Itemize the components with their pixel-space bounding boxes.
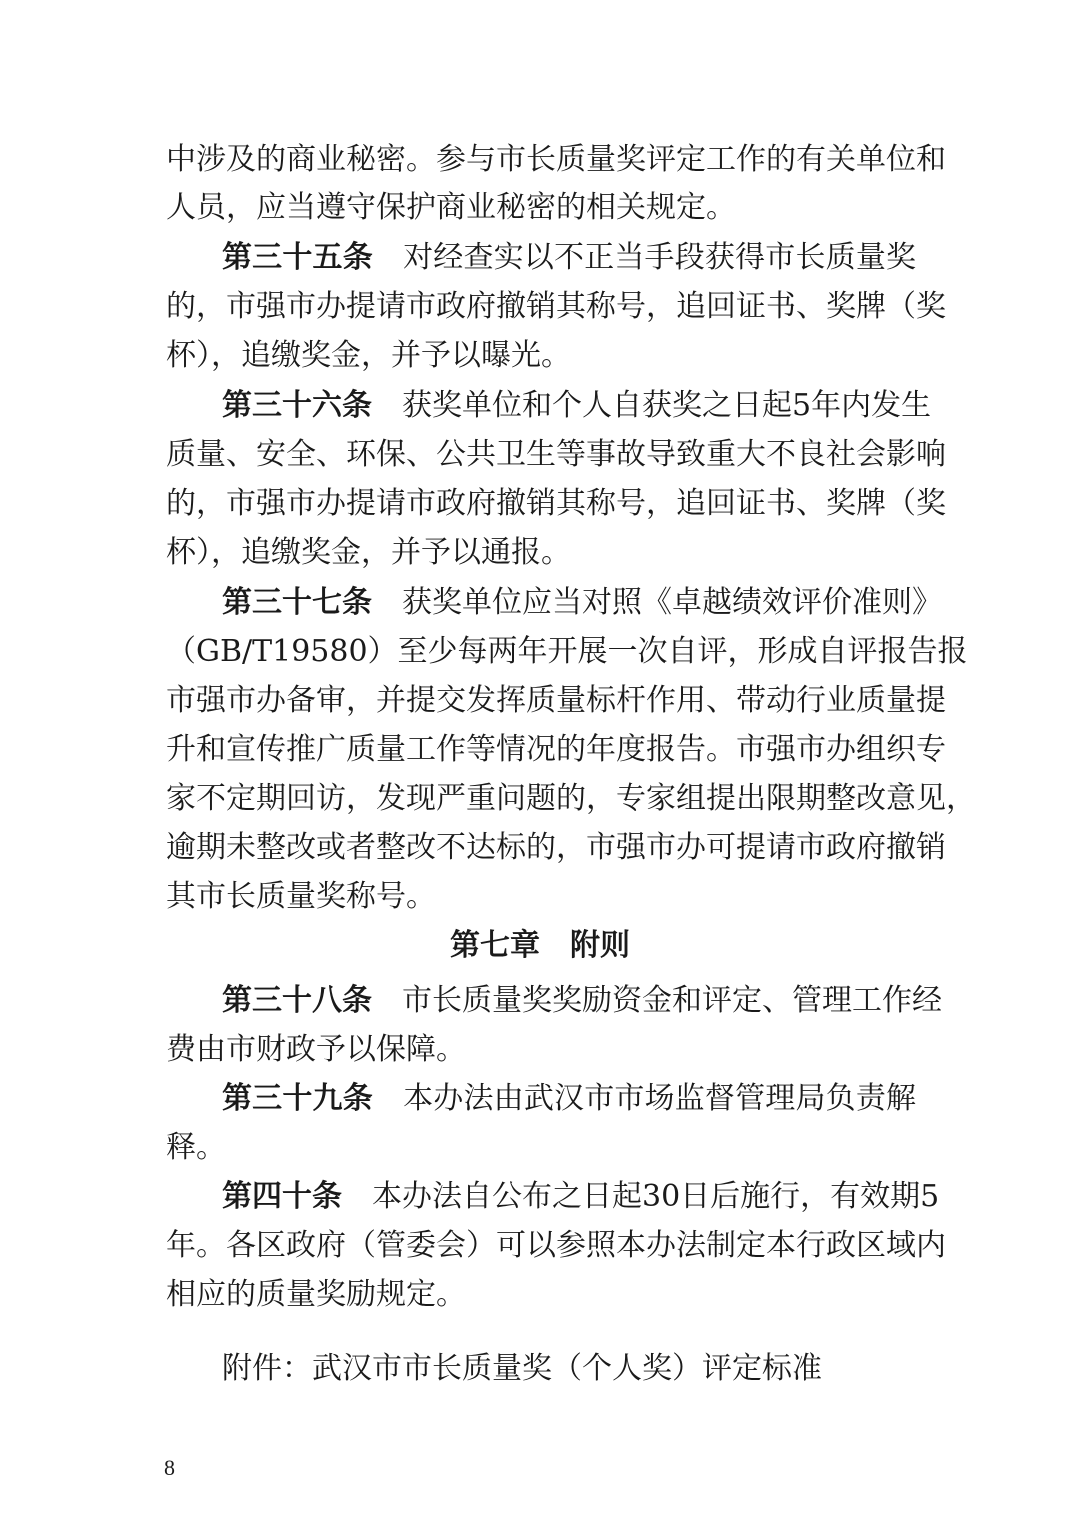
paragraph-line: 相应的质量奖励规定。 [166,1277,466,1312]
article-37-text: 获奖单位应当对照《卓越绩效评价准则》 [402,585,942,620]
article-40-first-line [222,1179,940,1215]
paragraph-line: 年。各区政府（管委会）可以参照本办法制定本行政区域内 [166,1228,946,1263]
article-35-first-line [222,240,916,276]
paragraph-line: 释。 [166,1130,226,1165]
article-40-heading: 第四十条 [222,1179,342,1214]
article-36-first-line [222,388,932,424]
article-36-text: 获奖单位和个人自获奖之日起5年内发生 [402,388,932,423]
paragraph-line: 的，市强市办提请市政府撤销其称号，追回证书、奖牌（奖 [166,486,946,521]
page-number: 8 [164,1455,175,1480]
paragraph-line: 杯），追缴奖金，并予以通报。 [166,535,571,570]
article-35-heading: 第三十五条 [222,240,373,275]
article-38-text: 市长质量奖奖励资金和评定、管理工作经 [402,983,942,1018]
paragraph-line: 中涉及的商业秘密。参与市长质量奖评定工作的有关单位和 [166,142,946,177]
paragraph-line: 升和宣传推广质量工作等情况的年度报告。市强市办组织专 [166,732,946,767]
article-36-heading: 第三十六条 [222,388,372,423]
article-40-text: 本办法自公布之日起30日后施行，有效期5 [372,1179,940,1214]
article-39-first-line [222,1081,916,1117]
paragraph-line: 质量、安全、环保、公共卫生等事故导致重大不良社会影响 [166,437,946,472]
paragraph-line: 其市长质量奖称号。 [166,879,436,914]
attachment-note: 附件：武汉市市长质量奖（个人奖）评定标准 [222,1351,822,1386]
paragraph-line: 的，市强市办提请市政府撤销其称号，追回证书、奖牌（奖 [166,289,946,324]
paragraph-line: （GB/T19580）至少每两年开展一次自评，形成自评报告报 [166,634,968,669]
article-35-text: 对经查实以不正当手段获得市长质量奖 [402,240,917,275]
paragraph-line: 家不定期回访，发现严重问题的，专家组提出限期整改意见， [166,781,976,816]
article-39-heading: 第三十九条 [222,1081,373,1116]
article-37-heading: 第三十七条 [222,585,372,620]
article-38-first-line [222,983,942,1019]
paragraph-line: 杯），追缴奖金，并予以曝光。 [166,338,571,373]
paragraph-line: 市强市办备审，并提交发挥质量标杆作用、带动行业质量提 [166,683,946,718]
article-37-first-line [222,585,942,621]
article-39-text: 本办法由武汉市市场监督管理局负责解 [402,1081,917,1116]
paragraph-line: 费由市财政予以保障。 [166,1032,466,1067]
chapter-heading: 第七章 附则 [450,928,630,963]
paragraph-line: 逾期未整改或者整改不达标的，市强市办可提请市政府撤销 [166,830,946,865]
article-38-heading: 第三十八条 [222,983,372,1018]
paragraph-line: 人员，应当遵守保护商业秘密的相关规定。 [166,190,736,225]
